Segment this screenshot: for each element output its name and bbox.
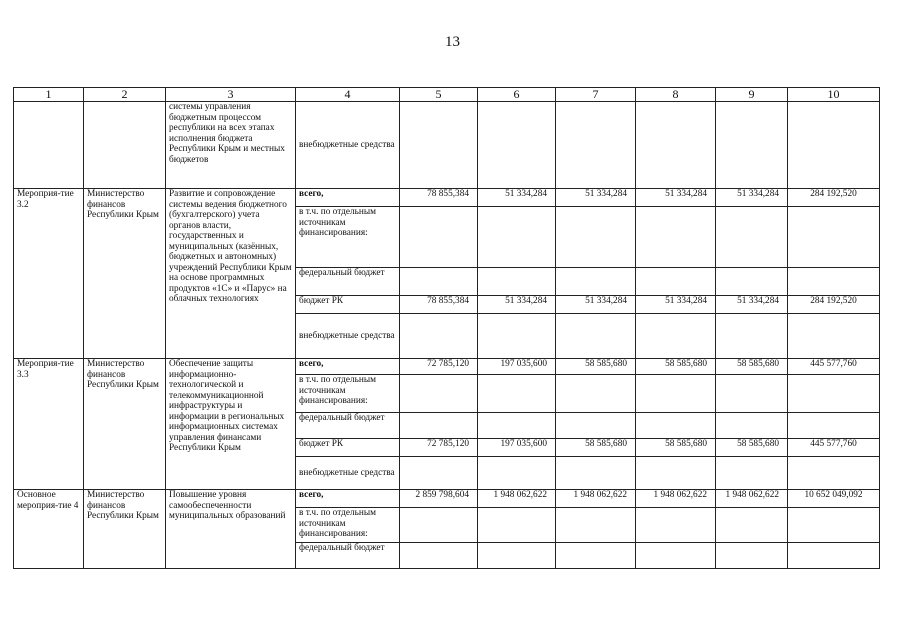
value-cell	[788, 543, 880, 569]
funding-source: всего,	[296, 490, 400, 508]
executor: Министерство финансов Республики Крым	[84, 189, 166, 359]
value-cell: 51 334,284	[556, 296, 636, 314]
value-cell	[716, 457, 788, 490]
value-cell	[716, 413, 788, 439]
funding-source: бюджет РК	[296, 296, 400, 314]
value-cell: 51 334,284	[478, 296, 556, 314]
column-header: 3	[166, 88, 296, 102]
value-cell	[400, 314, 478, 359]
value-cell	[556, 207, 636, 268]
value-cell: 58 585,680	[716, 359, 788, 375]
value-cell	[478, 413, 556, 439]
table-row	[14, 189, 880, 207]
value-cell: 72 785,120	[400, 439, 478, 457]
table-row	[14, 490, 880, 508]
value-cell	[400, 457, 478, 490]
value-cell	[636, 207, 716, 268]
funding-source: федеральный бюджет	[296, 543, 400, 569]
value-cell	[788, 207, 880, 268]
funding-source: бюджет РК	[296, 439, 400, 457]
value-cell	[556, 314, 636, 359]
value-cell: 1 948 062,622	[636, 490, 716, 508]
activity-code: Основное мероприя-тие 4	[14, 490, 84, 569]
value-cell	[556, 413, 636, 439]
funding-source: внебюджетные средства	[296, 102, 400, 189]
funding-source: в т.ч. по отдельным источникам финансирования:	[296, 508, 400, 543]
value-cell	[788, 375, 880, 413]
column-header: 7	[556, 88, 636, 102]
value-cell: 51 334,284	[478, 189, 556, 207]
value-cell	[636, 413, 716, 439]
value-cell: 197 035,600	[478, 359, 556, 375]
funding-source: федеральный бюджет	[296, 413, 400, 439]
value-cell: 51 334,284	[716, 189, 788, 207]
value-cell	[788, 268, 880, 296]
value-cell: 58 585,680	[636, 439, 716, 457]
value-cell: 51 334,284	[636, 296, 716, 314]
value-cell	[788, 457, 880, 490]
value-cell: 1 948 062,622	[478, 490, 556, 508]
value-cell	[788, 508, 880, 543]
value-cell: 78 855,384	[400, 296, 478, 314]
header-row	[14, 88, 880, 102]
value-cell	[400, 268, 478, 296]
column-header: 5	[400, 88, 478, 102]
value-cell	[636, 375, 716, 413]
executor: Министерство финансов Республики Крым	[84, 490, 166, 569]
value-cell: 58 585,680	[716, 439, 788, 457]
executor: Министерство финансов Республики Крым	[84, 359, 166, 490]
value-cell: 78 855,384	[400, 189, 478, 207]
activity-name: Развитие и сопровождение системы ведения бюджетного (бухгалтерского) учета органов власти, государственных и муниципальных (казённых, бюджетных и автономных) учреждений Республики Крым на основе программных продуктов «1С» и «Парус» на облачных технологиях	[166, 189, 296, 359]
value-cell	[478, 314, 556, 359]
value-cell: 1 948 062,622	[716, 490, 788, 508]
value-cell: 445 577,760	[788, 439, 880, 457]
value-cell: 445 577,760	[788, 359, 880, 375]
value-cell	[400, 508, 478, 543]
funding-source: всего,	[296, 359, 400, 375]
value-cell	[636, 314, 716, 359]
activity-code: Мероприя-тие 3.2	[14, 189, 84, 359]
value-cell	[478, 268, 556, 296]
value-cell: 10 652 049,092	[788, 490, 880, 508]
value-cell	[636, 268, 716, 296]
value-cell: 284 192,520	[788, 189, 880, 207]
value-cell: 58 585,680	[556, 439, 636, 457]
funding-source: в т.ч. по отдельным источникам финансирования:	[296, 207, 400, 268]
activity-name: Обеспечение защиты информационно-технологической и телекоммуникационной инфраструктуры и информации в региональных информационных системах управления финансами Республики Крым	[166, 359, 296, 490]
value-cell: 58 585,680	[636, 359, 716, 375]
value-cell: 72 785,120	[400, 359, 478, 375]
value-cell	[636, 543, 716, 569]
funding-source: федеральный бюджет	[296, 268, 400, 296]
activity-name: системы управления бюджетным процессом республики на всех этапах исполнения бюджета Республики Крым и местных бюджетов	[166, 102, 296, 189]
table-row	[14, 102, 880, 189]
value-cell	[478, 543, 556, 569]
value-cell	[788, 314, 880, 359]
column-header: 4	[296, 88, 400, 102]
page-number: 13	[445, 34, 460, 50]
value-cell: 58 585,680	[556, 359, 636, 375]
value-cell	[400, 375, 478, 413]
value-cell: 51 334,284	[636, 189, 716, 207]
value-cell	[636, 457, 716, 490]
value-cell	[556, 508, 636, 543]
value-cell	[556, 543, 636, 569]
column-header: 8	[636, 88, 716, 102]
value-cell	[716, 543, 788, 569]
value-cell	[478, 375, 556, 413]
value-cell	[478, 508, 556, 543]
value-cell: 2 859 798,604	[400, 490, 478, 508]
funding-source: в т.ч. по отдельным источникам финансирования:	[296, 375, 400, 413]
funding-source: внебюджетные средства	[296, 457, 400, 490]
column-header: 9	[716, 88, 788, 102]
value-cell	[478, 457, 556, 490]
value-cell	[400, 543, 478, 569]
value-cell	[636, 508, 716, 543]
budget-table	[13, 87, 880, 569]
value-cell	[400, 413, 478, 439]
value-cell	[716, 375, 788, 413]
value-cell	[556, 268, 636, 296]
value-cell	[788, 413, 880, 439]
value-cell: 197 035,600	[478, 439, 556, 457]
value-cell	[478, 207, 556, 268]
value-cell: 284 192,520	[788, 296, 880, 314]
table-row	[14, 359, 880, 375]
column-header: 10	[788, 88, 880, 102]
value-cell: 51 334,284	[716, 296, 788, 314]
value-cell	[716, 314, 788, 359]
value-cell	[716, 268, 788, 296]
value-cell: 51 334,284	[556, 189, 636, 207]
column-header: 2	[84, 88, 166, 102]
funding-source: всего,	[296, 189, 400, 207]
value-cell	[400, 207, 478, 268]
value-cell	[556, 457, 636, 490]
value-cell: 1 948 062,622	[556, 490, 636, 508]
activity-name: Повышение уровня самообеспеченности муниципальных образований	[166, 490, 296, 569]
column-header: 6	[478, 88, 556, 102]
activity-code: Мероприя-тие 3.3	[14, 359, 84, 490]
column-header: 1	[14, 88, 84, 102]
value-cell	[716, 508, 788, 543]
value-cell	[716, 207, 788, 268]
value-cell	[556, 375, 636, 413]
funding-source: внебюджетные средства	[296, 314, 400, 359]
